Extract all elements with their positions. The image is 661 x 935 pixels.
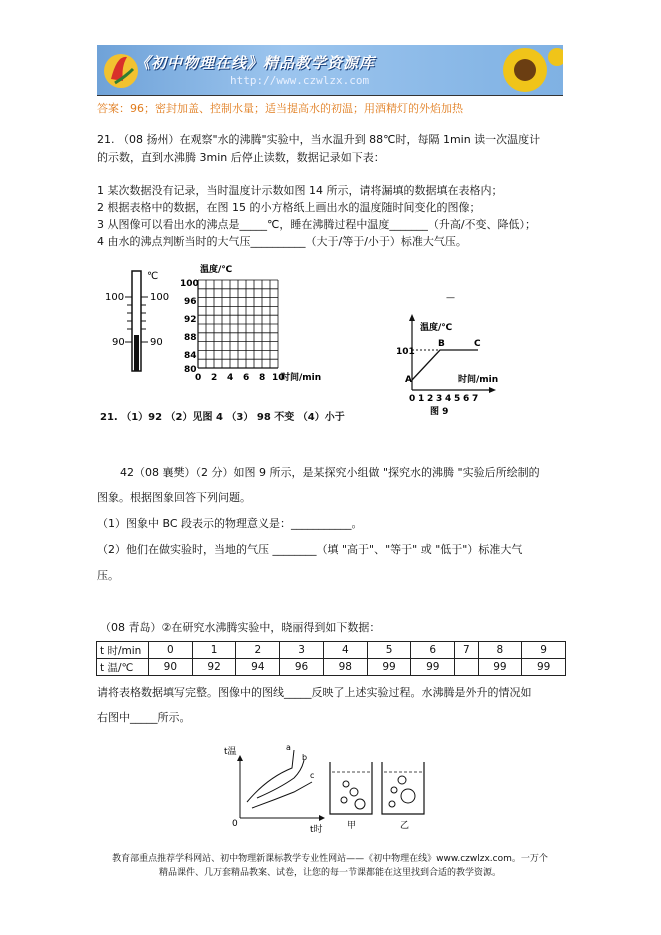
grid-xtick: 2 [211,373,218,383]
data-table [96,641,566,676]
table-cell: 7 [455,642,478,659]
table-row-label: t 温/℃ [97,659,149,676]
beaker-yi-label: 乙 [400,821,410,831]
grid-ytick: 96 [184,297,197,307]
beaker-yi [382,762,424,814]
q42-line2: 图象。根据图象回答下列问题。 [97,491,251,504]
fig9-xtick: 1 [418,394,425,404]
table-cell: 94 [236,659,280,676]
fig9-caption: 图 9 [430,407,449,417]
grid-xtick: 8 [259,373,266,383]
table-cell: 98 [323,659,367,676]
fig9-ylabel: 温度/℃ [420,323,453,333]
bottom-xlabel: t时 [310,825,323,835]
qingdao-after1: 请将表格数据填写完整。图像中的图线_____反映了上述实验过程。水沸腾是外升的情况如 [97,686,532,699]
table-cell: 9 [522,642,566,659]
table-cell: 1 [192,642,236,659]
grid-xtick: 6 [243,373,250,383]
grid-xlabel: 时间/min [281,373,322,383]
fig9-y-value: 101 [396,347,415,357]
fig9-xlabel: 时间/min [458,375,499,385]
table-cell: 99 [367,659,411,676]
q21-item1: 1 某次数据没有记录，当时温度计示数如图 14 所示，请将漏填的数据填在表格内； [97,184,503,197]
q42-sub2: （2）他们在做实验时，当地的气压 ________（填 "高于"、"等于" 或 "低于"）标准大气 [97,543,523,556]
table-cell: 99 [411,659,455,676]
table-cell: 99 [522,659,566,676]
fig9-point-c: C [474,339,481,349]
bottom-origin: 0 [232,819,238,829]
thermo-right-100: 100 [150,292,170,303]
table-cell: 5 [367,642,411,659]
table-cell: 96 [280,659,324,676]
curve-b-label: b [302,753,308,762]
table-cell: 2 [236,642,280,659]
fig9-point-b: B [438,339,445,349]
fig9-point-a: A [405,375,412,385]
table-cell: 0 [149,642,193,659]
figure-9 [392,288,532,418]
fig9-xtick: 6 [463,394,470,404]
header-title: 《初中物理在线》精品教学资源库 [135,54,376,72]
table-cell: 92 [192,659,236,676]
grid-ytick: 92 [184,315,197,325]
fig9-dash: — [446,293,455,303]
thermo-unit: ℃ [147,271,159,282]
header-divider [97,95,563,96]
header-url[interactable]: http://www.czwlzx.com [230,74,370,87]
beaker-jia [330,762,372,814]
footer-line2: 精品课件、几万套精品教案、试卷，让您的每一节课都能在这里找到合适的教学资源。 [158,868,501,878]
thermo-right-90: 90 [150,337,163,348]
grid-xtick: 4 [227,373,234,383]
fig9-xtick: 0 [409,394,416,404]
grid-ytick: 100 [180,279,199,289]
table-cell: 99 [478,659,522,676]
table-cell: 90 [149,659,193,676]
table-cell: 6 [411,642,455,659]
q21-item3: 3 从图像可以看出水的沸点是_____℃，睡在沸腾过程中温度_______（升高/不变、降低）； [97,218,537,231]
q21-item2: 2 根据表格中的数据，在图 15 的小方格纸上画出水的温度随时间变化的图像； [97,201,481,214]
grid-graph-figure [178,262,328,387]
grid-xtick: 0 [195,373,202,383]
q21-line1: 21. （08 扬州）在观察"水的沸腾"实验中，当水温升到 88℃时，每隔 1min 读一次温度计 [97,133,541,146]
grid-ylabel: 温度/℃ [200,265,233,275]
bottom-ylabel: t温 [224,747,237,757]
thermo-left-90: 90 [112,337,125,348]
qingdao-intro: （08 青岛）②在研究水沸腾实验中，晓丽得到如下数据： [100,621,381,634]
fig9-xtick: 3 [436,394,443,404]
q42-sub1: （1）图象中 BC 段表示的物理意义是：___________。 [97,517,363,530]
grid-ytick: 80 [184,365,197,375]
q21-item4: 4 由水的沸点判断当时的大气压__________（大于/等于/小于）标准大气压。 [97,235,467,248]
table-row [97,659,566,676]
qingdao-after2: 右图中_____所示。 [97,711,191,724]
q21-line2: 的示数，直到水沸腾 3min 后停止读数，数据记录如下表： [97,151,385,164]
thermo-left-100: 100 [105,292,125,303]
grid-xtick: 10 [272,373,285,383]
table-row-label: t 时/min [97,642,149,659]
curve-a-label: a [286,743,291,752]
answer-line: 答案：96；密封加盖、控制水量；适当提高水的初温；用酒精灯的外焰加热 [97,102,463,115]
q21-answer: 21. （1）92 （2）见图 4 （3） 98 不变 （4）小于 [100,412,345,423]
table-row [97,642,566,659]
grid-ytick: 88 [184,333,197,343]
fig9-xtick: 5 [454,394,461,404]
fig9-xtick: 7 [472,394,479,404]
boiling-curves-figure [222,740,452,835]
table-cell: 3 [280,642,324,659]
fig9-xtick: 2 [427,394,434,404]
table-cell: 4 [323,642,367,659]
q42-line1: 42（08 襄樊）（2 分）如图 9 所示，是某探究小组做 "探究水的沸腾 "实验后所绘制的 [120,466,540,479]
table-cell: 8 [478,642,522,659]
fig9-xtick: 4 [445,394,452,404]
q42-sub2b: 压。 [97,569,119,582]
thermometer-figure [95,265,180,375]
sunflower-icon [487,45,563,95]
page-footer [90,852,570,880]
footer-line1: 教育部重点推荐学科网站、初中物理新课标教学专业性网站——《初中物理在线》www.czwlzx.com。一万个 [112,854,548,864]
table-cell-blank[interactable] [455,659,478,676]
grid-ytick: 84 [184,351,197,361]
beaker-jia-label: 甲 [347,821,357,831]
curve-c-label: c [310,771,315,780]
